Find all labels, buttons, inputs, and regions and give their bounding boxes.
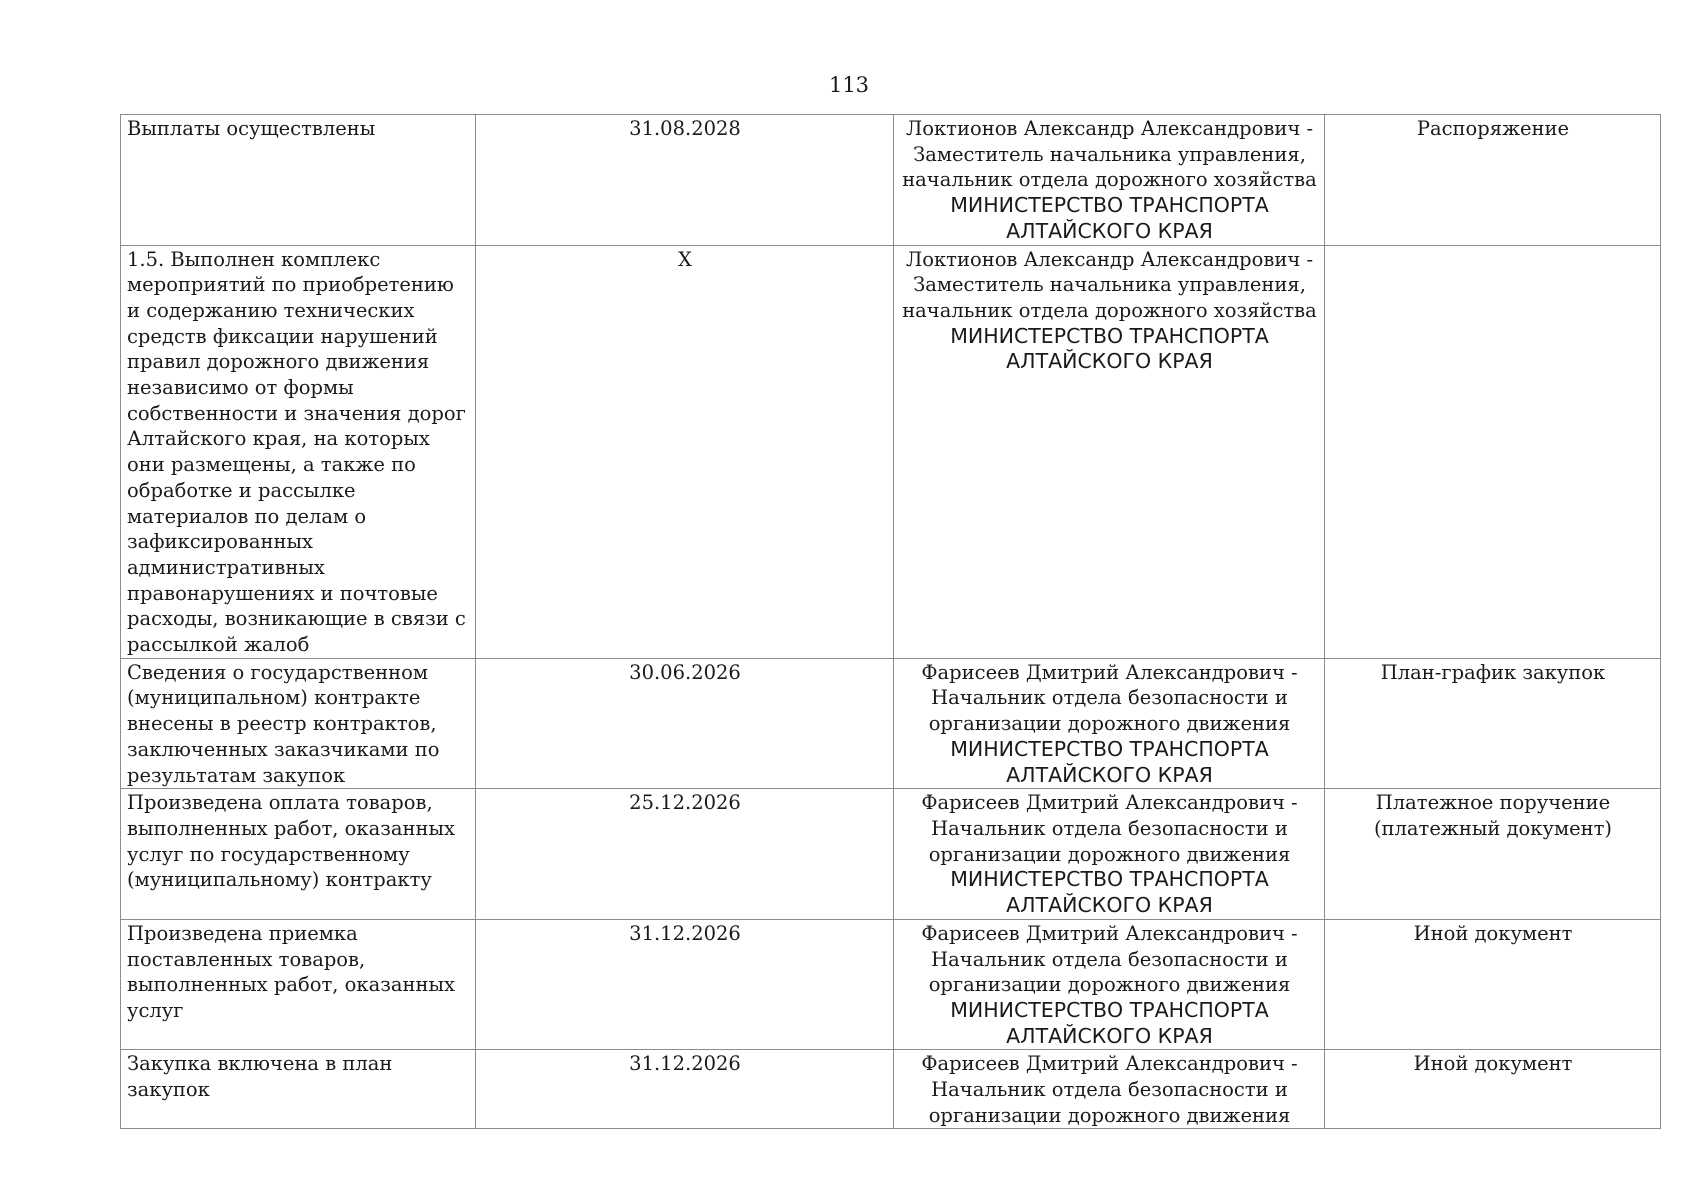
responsible-cell	[894, 245, 1325, 658]
table-row	[121, 115, 1661, 246]
responsible-organization: МИНИСТЕРСТВО ТРАНСПОРТА	[950, 193, 1269, 218]
responsible-position: Начальник отдела безопасности и	[931, 947, 1288, 971]
table-row	[121, 245, 1661, 658]
responsible-cell	[894, 115, 1325, 246]
responsible-position: Заместитель начальника управления,	[913, 142, 1306, 166]
responsible-region: АЛТАЙСКОГО КРАЯ	[1006, 218, 1213, 243]
event-cell: Сведения о государственном (муниципальном) контракте внесены в реестр контрактов, заключенных заказчиками по результатам закупок	[121, 658, 476, 789]
responsible-department: организации дорожного движения	[928, 1103, 1291, 1127]
date-cell: 31.12.2026	[476, 1050, 894, 1129]
responsible-cell	[894, 658, 1325, 789]
event-cell: Закупка включена в план закупок	[121, 1050, 476, 1129]
responsible-position: Заместитель начальника управления,	[913, 273, 1306, 297]
responsible-position: Начальник отдела безопасности и	[931, 1078, 1288, 1102]
responsible-region: АЛТАЙСКОГО КРАЯ	[1006, 893, 1213, 918]
document-type-cell: Распоряжение	[1325, 115, 1661, 246]
table-row	[121, 1050, 1661, 1129]
document-type-cell: План-график закупок	[1325, 658, 1661, 789]
responsible-position: Начальник отдела безопасности и	[931, 816, 1288, 840]
responsible-name: Фарисеев Дмитрий Александрович -	[921, 1052, 1298, 1076]
date-cell: 25.12.2026	[476, 789, 894, 920]
document-type-cell	[1325, 245, 1661, 658]
table-row	[121, 658, 1661, 789]
responsible-cell	[894, 919, 1325, 1050]
date-cell: 30.06.2026	[476, 658, 894, 789]
responsible-position: Начальник отдела безопасности и	[931, 686, 1288, 710]
responsible-region: АЛТАЙСКОГО КРАЯ	[1006, 762, 1213, 787]
date-cell: Х	[476, 245, 894, 658]
responsible-department: организации дорожного движения	[928, 973, 1291, 997]
document-type-cell: Иной документ	[1325, 919, 1661, 1050]
date-cell: 31.08.2028	[476, 115, 894, 246]
page-number: 113	[828, 73, 870, 97]
responsible-region: АЛТАЙСКОГО КРАЯ	[1006, 1023, 1213, 1048]
responsible-organization: МИНИСТЕРСТВО ТРАНСПОРТА	[950, 867, 1269, 892]
responsible-name: Фарисеев Дмитрий Александрович -	[921, 660, 1298, 684]
event-cell: Произведена оплата товаров, выполненных работ, оказанных услуг по государственному (муниципальному) контракту	[121, 789, 476, 920]
responsible-name: Локтионов Александр Александрович -	[905, 247, 1314, 271]
responsible-name: Локтионов Александр Александрович -	[905, 117, 1314, 140]
responsible-organization: МИНИСТЕРСТВО ТРАНСПОРТА	[950, 323, 1269, 348]
responsible-organization: МИНИСТЕРСТВО ТРАНСПОРТА	[950, 997, 1269, 1022]
plan-table	[120, 114, 1661, 1129]
responsible-department: начальник отдела дорожного хозяйства	[902, 298, 1317, 322]
document-type-cell: Платежное поручение (платежный документ)	[1325, 789, 1661, 920]
table-row	[121, 789, 1661, 920]
event-cell: Выплаты осуществлены	[121, 115, 476, 246]
table-row	[121, 919, 1661, 1050]
responsible-cell	[894, 1050, 1325, 1129]
responsible-cell	[894, 789, 1325, 920]
responsible-name: Фарисеев Дмитрий Александрович -	[921, 791, 1298, 815]
responsible-organization: МИНИСТЕРСТВО ТРАНСПОРТА	[950, 736, 1269, 761]
event-cell: 1.5. Выполнен комплекс мероприятий по приобретению и содержанию технических средств фиксации нарушений правил дорожного движения независимо от формы собственности и значения дорог Алтайского края, на которых они размещены, а также по обработке и рассылке материалов по делам о зафиксированных административных правонарушениях и почтовые расходы, возникающие в связи с рассылкой жалоб	[121, 245, 476, 658]
event-cell: Произведена приемка поставленных товаров, выполненных работ, оказанных услуг	[121, 919, 476, 1050]
responsible-department: организации дорожного движения	[928, 842, 1291, 866]
responsible-department: начальник отдела дорожного хозяйства	[902, 168, 1317, 192]
responsible-department: организации дорожного движения	[928, 712, 1291, 736]
responsible-name: Фарисеев Дмитрий Александрович -	[921, 921, 1298, 945]
document-type-cell: Иной документ	[1325, 1050, 1661, 1129]
date-cell: 31.12.2026	[476, 919, 894, 1050]
responsible-region: АЛТАЙСКОГО КРАЯ	[1006, 349, 1213, 374]
